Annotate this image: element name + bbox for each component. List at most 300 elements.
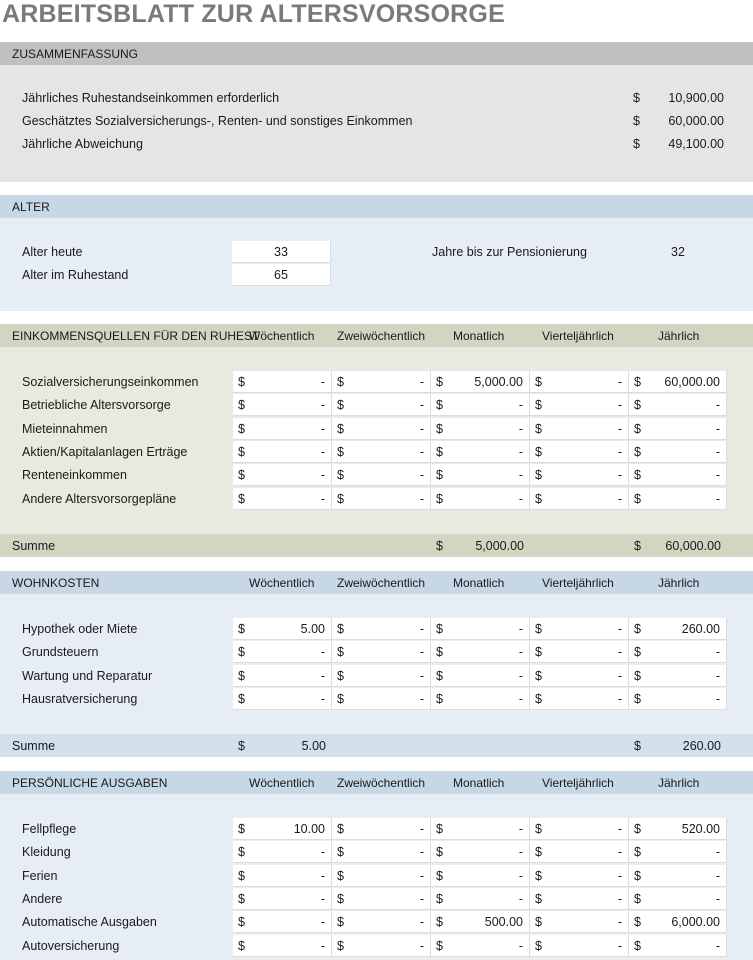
amount-value: - — [419, 938, 424, 953]
income-amount-cell[interactable] — [629, 488, 727, 510]
housing-amount-cell[interactable] — [530, 688, 629, 710]
amount-value: - — [320, 421, 325, 436]
housing-total-value — [238, 739, 326, 755]
amount-value: - — [518, 491, 523, 506]
personal-amount-cell[interactable] — [530, 865, 629, 887]
currency-sign: $ — [238, 691, 245, 706]
amount-value: - — [617, 822, 622, 836]
summary-row-label: Jährliche Abweichung — [22, 137, 143, 151]
housing-col-header: Zweiwöchentlich — [337, 576, 426, 590]
amount-value: - — [419, 915, 424, 930]
amount-value: 60,000.00 — [664, 375, 720, 389]
amount-value: - — [419, 668, 424, 683]
income-amount-cell[interactable] — [629, 371, 727, 393]
currency-sign: $ — [436, 822, 443, 836]
housing-row-label: Hypothek oder Miete — [22, 622, 138, 636]
amount-value: - — [320, 915, 325, 930]
amount-value: - — [419, 645, 424, 660]
currency-sign: $ — [436, 622, 443, 636]
income-amount-cell[interactable] — [431, 488, 530, 510]
income-amount-cell[interactable] — [233, 418, 332, 440]
amount-value: - — [518, 691, 523, 706]
housing-amount-cell[interactable] — [431, 688, 530, 710]
income-amount-cell[interactable] — [530, 488, 629, 510]
currency-sign: $ — [634, 421, 641, 436]
amount-value: - — [320, 938, 325, 953]
income-amount-cell[interactable] — [233, 441, 332, 463]
income-total-label: Summe — [12, 539, 56, 553]
income-amount-cell[interactable] — [332, 371, 431, 393]
amount-value: - — [320, 444, 325, 459]
currency-sign: $ — [634, 845, 641, 860]
summary-value: 10,900.00 — [668, 91, 724, 105]
summary-header-label: ZUSAMMENFASSUNG — [12, 47, 139, 61]
amount-value: 500.00 — [484, 915, 523, 930]
summary-value: 49,100.00 — [668, 137, 724, 151]
currency-sign: $ — [238, 891, 245, 906]
amount-value: 520.00 — [681, 822, 720, 836]
currency-sign: $ — [436, 845, 443, 860]
currency-sign: $ — [436, 539, 443, 553]
currency-sign: $ — [535, 822, 542, 836]
currency-sign: $ — [238, 645, 245, 660]
personal-amount-cell[interactable] — [629, 935, 727, 957]
amount-value: - — [419, 822, 424, 836]
income-amount-cell[interactable] — [629, 394, 727, 416]
personal-row-label: Autoversicherung — [22, 938, 120, 953]
housing-amount-cell[interactable] — [431, 641, 530, 663]
amount-value: - — [419, 375, 424, 389]
currency-sign: $ — [238, 668, 245, 683]
currency-sign: $ — [238, 739, 245, 753]
summary-row-label: Jährliches Ruhestandseinkommen erforderlich — [22, 91, 280, 105]
income-row-label: Mieteinnahmen — [22, 421, 108, 436]
personal-col-header: Jährlich — [658, 776, 700, 790]
amount-value: - — [617, 491, 622, 506]
personal-amount-cell[interactable] — [332, 911, 431, 933]
personal-amount-cell[interactable] — [530, 818, 629, 840]
income-col-header: Jährlich — [658, 329, 700, 343]
amount-value: - — [715, 868, 720, 883]
amount-value: - — [320, 375, 325, 389]
amount-value: 6,000.00 — [671, 915, 720, 930]
currency-sign: $ — [436, 868, 443, 883]
amount-value: - — [617, 938, 622, 953]
personal-col-header: Vierteljährlich — [542, 776, 614, 790]
currency-sign: $ — [634, 645, 641, 660]
amount-value: - — [320, 868, 325, 883]
currency-sign: $ — [634, 622, 641, 636]
currency-sign: $ — [238, 938, 245, 953]
currency-sign: $ — [634, 938, 641, 953]
housing-row-label: Grundsteuern — [22, 645, 99, 660]
housing-amount-cell[interactable] — [629, 641, 727, 663]
currency-sign: $ — [238, 491, 245, 506]
amount-value: - — [419, 421, 424, 436]
personal-row-label: Kleidung — [22, 845, 71, 860]
housing-amount-cell[interactable] — [530, 665, 629, 687]
income-total-value — [436, 539, 524, 555]
personal-col-header: Wöchentlich — [249, 776, 315, 790]
amount-value: - — [518, 868, 523, 883]
income-row-label: Betriebliche Altersvorsorge — [22, 398, 171, 413]
age-retire-input[interactable] — [232, 264, 331, 286]
currency-sign: $ — [535, 668, 542, 683]
currency-sign: $ — [337, 398, 344, 413]
income-amount-cell[interactable] — [233, 394, 332, 416]
personal-header-label: PERSÖNLICHE AUSGABEN — [12, 776, 168, 790]
personal-amount-cell[interactable] — [233, 935, 332, 957]
personal-amount-cell[interactable] — [629, 841, 727, 863]
currency-sign: $ — [535, 444, 542, 459]
currency-sign: $ — [238, 375, 245, 389]
income-col-header: Zweiwöchentlich — [337, 329, 426, 343]
summary-row-amount — [633, 137, 724, 153]
amount-value: - — [617, 691, 622, 706]
housing-col-header: Monatlich — [453, 576, 505, 590]
personal-row-label: Fellpflege — [22, 822, 77, 836]
currency-sign: $ — [634, 691, 641, 706]
currency-sign: $ — [634, 822, 641, 836]
age-header-label: ALTER — [12, 200, 50, 214]
amount-value: - — [419, 891, 424, 906]
income-amount-cell[interactable] — [431, 441, 530, 463]
currency-sign: $ — [337, 822, 344, 836]
currency-sign: $ — [634, 668, 641, 683]
housing-amount-cell[interactable] — [530, 641, 629, 663]
currency-sign: $ — [535, 398, 542, 413]
income-amount-cell[interactable] — [332, 488, 431, 510]
personal-amount-cell[interactable] — [332, 818, 431, 840]
summary-header — [0, 42, 753, 65]
amount-value: - — [320, 645, 325, 660]
income-amount-cell[interactable] — [530, 418, 629, 440]
amount-value: - — [320, 668, 325, 683]
currency-sign: $ — [634, 375, 641, 389]
amount-value: - — [715, 468, 720, 483]
personal-amount-cell[interactable] — [332, 935, 431, 957]
currency-sign: $ — [535, 491, 542, 506]
housing-amount-cell[interactable] — [431, 665, 530, 687]
income-amount-cell[interactable] — [233, 371, 332, 393]
currency-sign: $ — [337, 421, 344, 436]
currency-sign: $ — [238, 868, 245, 883]
personal-amount-cell[interactable] — [629, 865, 727, 887]
currency-sign: $ — [337, 444, 344, 459]
currency-sign: $ — [337, 491, 344, 506]
currency-sign: $ — [634, 891, 641, 906]
housing-amount-cell[interactable] — [629, 688, 727, 710]
currency-sign: $ — [337, 845, 344, 860]
income-amount-cell[interactable] — [233, 488, 332, 510]
page-title: ARBEITSBLATT ZUR ALTERSVORSORGE — [2, 0, 505, 28]
personal-col-header: Monatlich — [453, 776, 505, 790]
income-amount-cell[interactable] — [431, 394, 530, 416]
currency-sign: $ — [436, 691, 443, 706]
amount-value: - — [320, 845, 325, 860]
currency-sign: $ — [634, 868, 641, 883]
income-amount-cell[interactable] — [233, 464, 332, 486]
income-amount-cell[interactable] — [332, 464, 431, 486]
personal-amount-cell[interactable] — [629, 818, 727, 840]
currency-sign: $ — [634, 539, 641, 553]
currency-sign: $ — [436, 891, 443, 906]
income-row-label: Andere Altersvorsorgepläne — [22, 491, 177, 506]
summary-row-amount — [633, 114, 724, 130]
personal-col-header: Zweiwöchentlich — [337, 776, 426, 790]
currency-sign: $ — [535, 891, 542, 906]
amount-value: - — [320, 398, 325, 413]
currency-sign: $ — [634, 491, 641, 506]
income-amount-cell[interactable] — [332, 418, 431, 440]
income-col-header: Vierteljährlich — [542, 329, 614, 343]
personal-amount-cell[interactable] — [233, 818, 332, 840]
amount-value: - — [419, 845, 424, 860]
age-section — [0, 218, 753, 311]
amount-value: - — [320, 691, 325, 706]
personal-amount-cell[interactable] — [629, 911, 727, 933]
currency-sign: $ — [337, 645, 344, 660]
currency-sign: $ — [535, 938, 542, 953]
amount-value: - — [320, 491, 325, 506]
personal-amount-cell[interactable] — [431, 888, 530, 910]
amount-value: - — [419, 444, 424, 459]
amount-value: - — [518, 622, 523, 636]
personal-amount-cell[interactable] — [431, 818, 530, 840]
amount-value: - — [320, 891, 325, 906]
housing-row-label: Wartung und Reparatur — [22, 668, 153, 683]
amount-value: - — [518, 468, 523, 483]
amount-value: - — [617, 468, 622, 483]
personal-amount-cell[interactable] — [332, 841, 431, 863]
income-amount-cell[interactable] — [530, 394, 629, 416]
amount-value: - — [419, 468, 424, 483]
income-amount-cell[interactable] — [332, 441, 431, 463]
amount-value: - — [419, 398, 424, 413]
income-amount-cell[interactable] — [530, 371, 629, 393]
personal-amount-cell[interactable] — [233, 865, 332, 887]
currency-sign: $ — [436, 444, 443, 459]
currency-sign: $ — [238, 468, 245, 483]
personal-amount-cell[interactable] — [629, 888, 727, 910]
housing-amount-cell[interactable] — [233, 641, 332, 663]
age-current-label: Alter heute — [22, 245, 83, 259]
personal-amount-cell[interactable] — [332, 888, 431, 910]
age-current-input[interactable] — [232, 241, 331, 263]
currency-sign: $ — [436, 468, 443, 483]
amount-value: - — [419, 691, 424, 706]
currency-sign: $ — [436, 915, 443, 930]
currency-sign: $ — [337, 691, 344, 706]
currency-sign: $ — [238, 915, 245, 930]
currency-sign: $ — [535, 915, 542, 930]
income-amount-cell[interactable] — [431, 418, 530, 440]
amount-value: 260.00 — [681, 622, 720, 636]
currency-sign: $ — [337, 915, 344, 930]
amount-value: - — [715, 891, 720, 906]
personal-row-label: Automatische Ausgaben — [22, 915, 157, 930]
housing-amount-cell[interactable] — [629, 618, 727, 640]
summary-row-label: Geschätztes Sozialversicherungs-, Renten- und sonstiges Einkommen — [22, 114, 413, 128]
currency-sign: $ — [436, 668, 443, 683]
currency-sign: $ — [634, 468, 641, 483]
amount-value: - — [715, 421, 720, 436]
age-retire-label: Alter im Ruhestand — [22, 268, 129, 282]
income-amount-cell[interactable] — [431, 371, 530, 393]
currency-sign: $ — [535, 375, 542, 389]
amount-value: - — [419, 868, 424, 883]
amount-value: - — [715, 845, 720, 860]
income-row-label: Sozialversicherungseinkommen — [22, 375, 199, 389]
amount-value: - — [518, 444, 523, 459]
currency-sign: $ — [535, 622, 542, 636]
income-amount-cell[interactable] — [629, 418, 727, 440]
amount-value: - — [518, 421, 523, 436]
amount-value: - — [518, 822, 523, 836]
amount-value: - — [320, 468, 325, 483]
currency-sign: $ — [337, 891, 344, 906]
amount-value: - — [617, 421, 622, 436]
housing-header-label: WOHNKOSTEN — [12, 576, 100, 590]
currency-sign: $ — [436, 421, 443, 436]
housing-amount-cell[interactable] — [332, 641, 431, 663]
currency-sign: $ — [535, 691, 542, 706]
personal-amount-cell[interactable] — [233, 911, 332, 933]
housing-total-value — [634, 739, 721, 755]
personal-row-label: Ferien — [22, 868, 58, 883]
summary-row-amount — [633, 91, 724, 107]
currency-sign: $ — [238, 622, 245, 636]
amount-value: 10.00 — [293, 822, 325, 836]
summary-value: 60,000.00 — [668, 114, 724, 128]
currency-sign: $ — [436, 491, 443, 506]
amount-value: - — [617, 845, 622, 860]
housing-amount-cell[interactable] — [332, 618, 431, 640]
amount-value: - — [617, 375, 622, 389]
income-header-label: EINKOMMENSQUELLEN FÜR DEN RUHEST — [12, 329, 260, 343]
income-amount-cell[interactable] — [629, 464, 727, 486]
income-col-header: Wöchentlich — [249, 329, 315, 343]
currency-sign: $ — [238, 444, 245, 459]
amount-value: - — [715, 491, 720, 506]
personal-amount-cell[interactable] — [431, 841, 530, 863]
amount-value: - — [617, 915, 622, 930]
amount-value: 5.00 — [300, 622, 325, 636]
housing-amount-cell[interactable] — [233, 665, 332, 687]
income-amount-cell[interactable] — [431, 464, 530, 486]
currency-sign: $ — [633, 114, 640, 128]
years-to-retire-label: Jahre bis zur Pensionierung — [432, 245, 587, 259]
housing-amount-cell[interactable] — [332, 665, 431, 687]
income-amount-cell[interactable] — [629, 441, 727, 463]
currency-sign: $ — [337, 622, 344, 636]
amount-value: - — [715, 938, 720, 953]
personal-amount-cell[interactable] — [233, 888, 332, 910]
amount-value: - — [715, 668, 720, 683]
currency-sign: $ — [436, 375, 443, 389]
currency-sign: $ — [238, 822, 245, 836]
income-row-label: Aktien/Kapitalanlagen Erträge — [22, 444, 188, 459]
amount-value: - — [617, 868, 622, 883]
amount-value: - — [617, 622, 622, 636]
amount-value: - — [617, 645, 622, 660]
amount-value: - — [419, 491, 424, 506]
amount-value: - — [617, 444, 622, 459]
total-amount: 260.00 — [682, 739, 721, 753]
amount-value: - — [518, 645, 523, 660]
amount-value: - — [715, 444, 720, 459]
personal-amount-cell[interactable] — [530, 935, 629, 957]
currency-sign: $ — [238, 845, 245, 860]
currency-sign: $ — [238, 421, 245, 436]
amount-value: - — [715, 645, 720, 660]
income-row-label: Renteneinkommen — [22, 468, 127, 483]
currency-sign: $ — [634, 444, 641, 459]
housing-amount-cell[interactable] — [233, 618, 332, 640]
amount-value: - — [518, 398, 523, 413]
housing-amount-cell[interactable] — [233, 688, 332, 710]
currency-sign: $ — [535, 845, 542, 860]
currency-sign: $ — [436, 938, 443, 953]
housing-col-header: Vierteljährlich — [542, 576, 614, 590]
housing-row-label: Hausratversicherung — [22, 691, 138, 706]
personal-amount-cell[interactable] — [233, 841, 332, 863]
amount-value: - — [715, 398, 720, 413]
personal-row-label: Andere — [22, 891, 63, 906]
income-amount-cell[interactable] — [530, 441, 629, 463]
personal-amount-cell[interactable] — [332, 865, 431, 887]
currency-sign: $ — [337, 868, 344, 883]
currency-sign: $ — [535, 645, 542, 660]
currency-sign: $ — [436, 645, 443, 660]
amount-value: - — [617, 398, 622, 413]
amount-value: - — [617, 891, 622, 906]
income-col-header: Monatlich — [453, 329, 505, 343]
amount-value: - — [518, 845, 523, 860]
housing-col-header: Wöchentlich — [249, 576, 315, 590]
years-to-retire-value: 32 — [671, 245, 685, 259]
currency-sign: $ — [633, 137, 640, 151]
currency-sign: $ — [337, 468, 344, 483]
personal-amount-cell[interactable] — [431, 935, 530, 957]
currency-sign: $ — [337, 375, 344, 389]
housing-total-label: Summe — [12, 739, 56, 753]
currency-sign: $ — [436, 398, 443, 413]
personal-amount-cell[interactable] — [431, 865, 530, 887]
age-header — [0, 195, 753, 218]
amount-value: - — [518, 938, 523, 953]
housing-amount-cell[interactable] — [530, 618, 629, 640]
personal-amount-cell[interactable] — [530, 841, 629, 863]
housing-amount-cell[interactable] — [629, 665, 727, 687]
income-amount-cell[interactable] — [332, 394, 431, 416]
income-amount-cell[interactable] — [530, 464, 629, 486]
currency-sign: $ — [337, 938, 344, 953]
housing-amount-cell[interactable] — [431, 618, 530, 640]
amount-value: - — [715, 691, 720, 706]
amount-value: - — [518, 668, 523, 683]
age-current-value: 33 — [274, 245, 288, 259]
personal-amount-cell[interactable] — [530, 888, 629, 910]
currency-sign: $ — [633, 91, 640, 105]
personal-amount-cell[interactable] — [530, 911, 629, 933]
currency-sign: $ — [535, 421, 542, 436]
total-amount: 60,000.00 — [665, 539, 721, 553]
total-amount: 5,000.00 — [475, 539, 524, 553]
currency-sign: $ — [535, 468, 542, 483]
housing-amount-cell[interactable] — [332, 688, 431, 710]
personal-amount-cell[interactable] — [431, 911, 530, 933]
